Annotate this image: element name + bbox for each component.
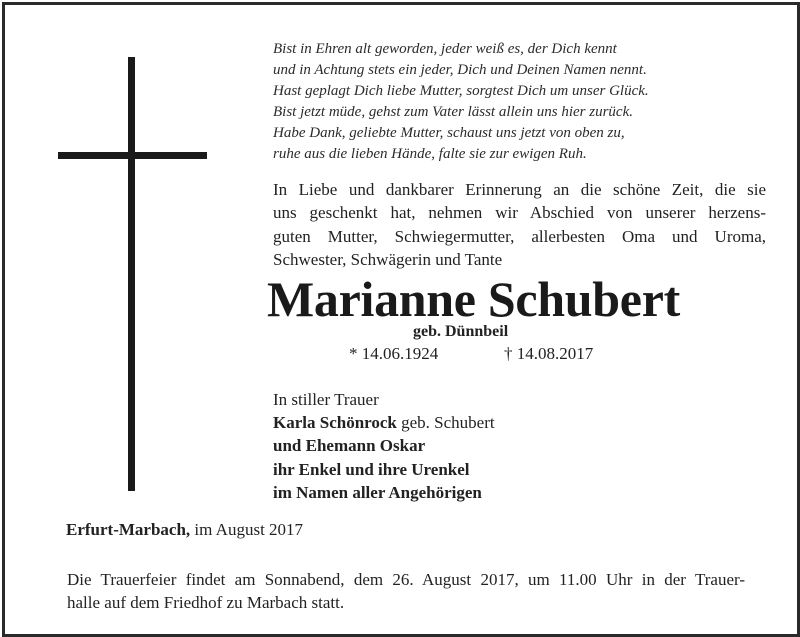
poem-line: Bist jetzt müde, gehst zum Vater lässt allein uns hier zurück. — [273, 104, 633, 120]
poem-line: ruhe aus die lieben Hände, falte sie zur ewigen Ruh. — [273, 146, 587, 162]
intro-line: Schwester, Schwägerin und Tante — [273, 249, 503, 269]
cross-vertical-bar — [128, 57, 135, 491]
maiden-name: geb. Dünnbeil — [413, 323, 509, 340]
poem-line: Habe Dank, geliebte Mutter, schaust uns jetzt von oben zu, — [273, 125, 625, 141]
funeral-line: halle auf dem Friedhof zu Marbach statt. — [67, 592, 345, 612]
mourner-line: im Namen aller Angehörigen — [273, 482, 482, 502]
obituary-notice — [2, 2, 800, 637]
mourner-line — [273, 411, 495, 434]
deceased-name: Marianne Schubert — [267, 271, 680, 327]
place: Erfurt-Marbach, — [66, 520, 191, 539]
intro-line: In Liebe und dankbarer Erinnerung an die schöne Zeit, die sie — [273, 180, 766, 199]
funeral-info — [67, 569, 745, 614]
birth-date: * 14.06.1924 — [349, 344, 439, 363]
funeral-line: Die Trauerfeier findet am Sonnabend, dem 26. August 2017, um 11.00 Uhr in der Trauer- — [67, 570, 745, 589]
intro-paragraph — [273, 178, 766, 271]
intro-line: uns geschenkt hat, nehmen wir Abschied von unserer herzens- — [273, 203, 766, 223]
date: im August 2017 — [190, 520, 304, 539]
mourner-line: ihr Enkel und ihre Urenkel — [273, 459, 470, 479]
mourner-name: Karla Schönrock — [273, 413, 397, 433]
poem-line: und in Achtung stets ein jeder, Dich und Deinen Namen nennt. — [273, 62, 647, 78]
place-date — [66, 520, 303, 540]
intro-line: guten Mutter, Schwiegermutter, allerbesten Oma und Uroma, — [273, 226, 766, 246]
poem — [273, 39, 649, 165]
death-date: † 14.08.2017 — [504, 344, 594, 363]
cross-horizontal-bar — [58, 152, 207, 159]
poem-line: Bist in Ehren alt geworden, jeder weiß es, der Dich kennt — [273, 41, 617, 57]
mourner-line: und Ehemann Oskar — [273, 436, 426, 456]
mourner-maiden: geb. Schubert — [396, 413, 495, 433]
mourners-heading: In stiller Trauer — [273, 390, 379, 409]
poem-line: Hast geplagt Dich liebe Mutter, sorgtest Dich um unser Glück. — [273, 83, 649, 99]
mourners-block — [273, 388, 495, 504]
